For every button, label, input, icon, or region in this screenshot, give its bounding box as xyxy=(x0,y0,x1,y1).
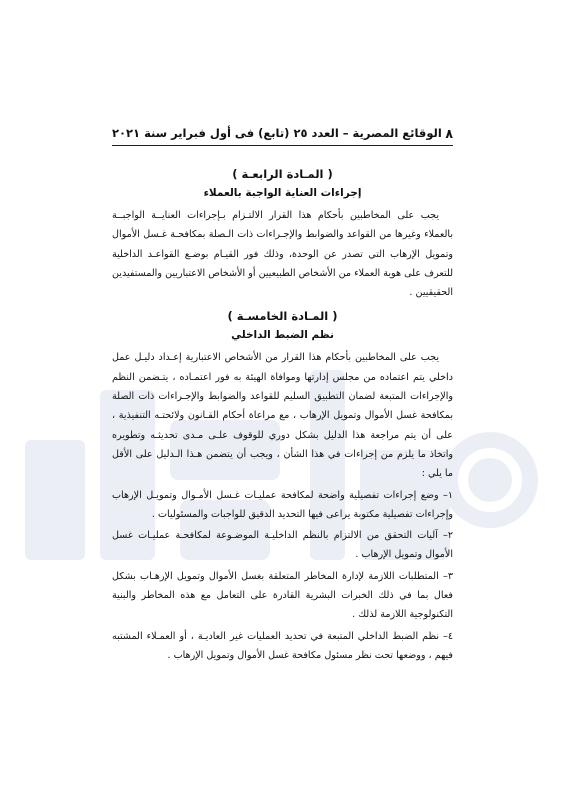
article-5-item-1: ١– وضع إجراءات تفصيلية واضحة لمكافحة عمليـات غـسل الأمـوال وتمويـل الإرهاب وإجراءات تفصيلية مكتوبة يراعى فيها التحديد الدقيق للواجبات والمسئوليات . xyxy=(112,489,453,520)
article-5-item-4: ٤– نظم الضبط الداخلي المتبعة في تحديد العمليات غير العاديـة ، أو العمـلاء المشتبه فيهم ، ووضعها تحت نظر مسئول مكافحة غسل الأموال وتمويل الإرهاب . xyxy=(112,630,453,661)
document-body xyxy=(112,160,453,667)
article-4-title: ( المـادة الرابعـة ) xyxy=(232,167,333,181)
publication-title: الوقائع المصرية – العدد ٢٥ (تابع) فى أول فبراير سنة ٢٠٢١ xyxy=(112,126,442,140)
article-4-body: يجب على المخاطبين بأحكام هذا القرار الالتـزام بـإجراءات العنايــة الواجبــة بالعملاء وغيرها من القواعد والضوابط والإجـراءات ذات الـصلة بمكافحـة غـسل الأموال وتمويل الإرهاب التي تصدر عن الوحدة، وذلك فور القيـام بوضـع القواعـد الداخلية للتعرف على هوية العملاء من الأشخاص الطبيعيين أو الأشخاص الاعتباريين والمستفيدين الحقيقيين . xyxy=(112,210,453,299)
article-4 xyxy=(112,166,453,302)
page-header xyxy=(112,123,453,146)
article-5-title: ( المـادة الخامسـة ) xyxy=(227,309,338,324)
article-5 xyxy=(112,308,453,665)
article-5-body: يجب على المخاطبين بأحكام هذا القرار من الأشخاص الاعتبارية إعـداد دليـل عمل داخلي يتم اعتماده من مجلس إدارتها وموافاة الهيئة به فور اعتمـاده ، يتـضمن النظم والإجراءات المتبعة لضمان التطبيق السليم للقواعد والضوابط والإجـراءات ذات الصلة بمكافحة غسل الأموال وتمويل الإرهاب ، مع مراعاة أحكام القـانون ولائحتـه التنفيذية ، على أن يتم مراجعة هذا الدليل بشكل دوري للوقوف علـى مـدى تحديثـه وتطويره واتخاذ ما يلزم من إجراءات في هذا الشأن ، ويجب أن يتضمن هـذا الـدليل على الأقل ما يلي : xyxy=(112,352,453,480)
article-5-subtitle: نظم الضبط الداخلي xyxy=(231,329,334,342)
page-number: ٨ xyxy=(445,125,453,141)
article-5-item-2: ٢– آليات التحقق من الالتزام بالنظم الداخليـة الموضـوعة لمكافحـة عمليـات غسل الأموال وتمويل الإرهاب . xyxy=(112,530,453,561)
article-4-subtitle: إجراءات العناية الواجبة بالعملاء xyxy=(203,187,362,199)
article-5-item-3: ٣– المتطلبات اللازمة لإدارة المخاطر المتعلقة بغسل الأموال وتمويل الإرهـاب بشكل فعال بما في ذلك الخبرات البشرية القادرة على التعامل مع هذه المخاطر والبنية التكنولوجية اللازمة لذلك . xyxy=(112,570,453,621)
